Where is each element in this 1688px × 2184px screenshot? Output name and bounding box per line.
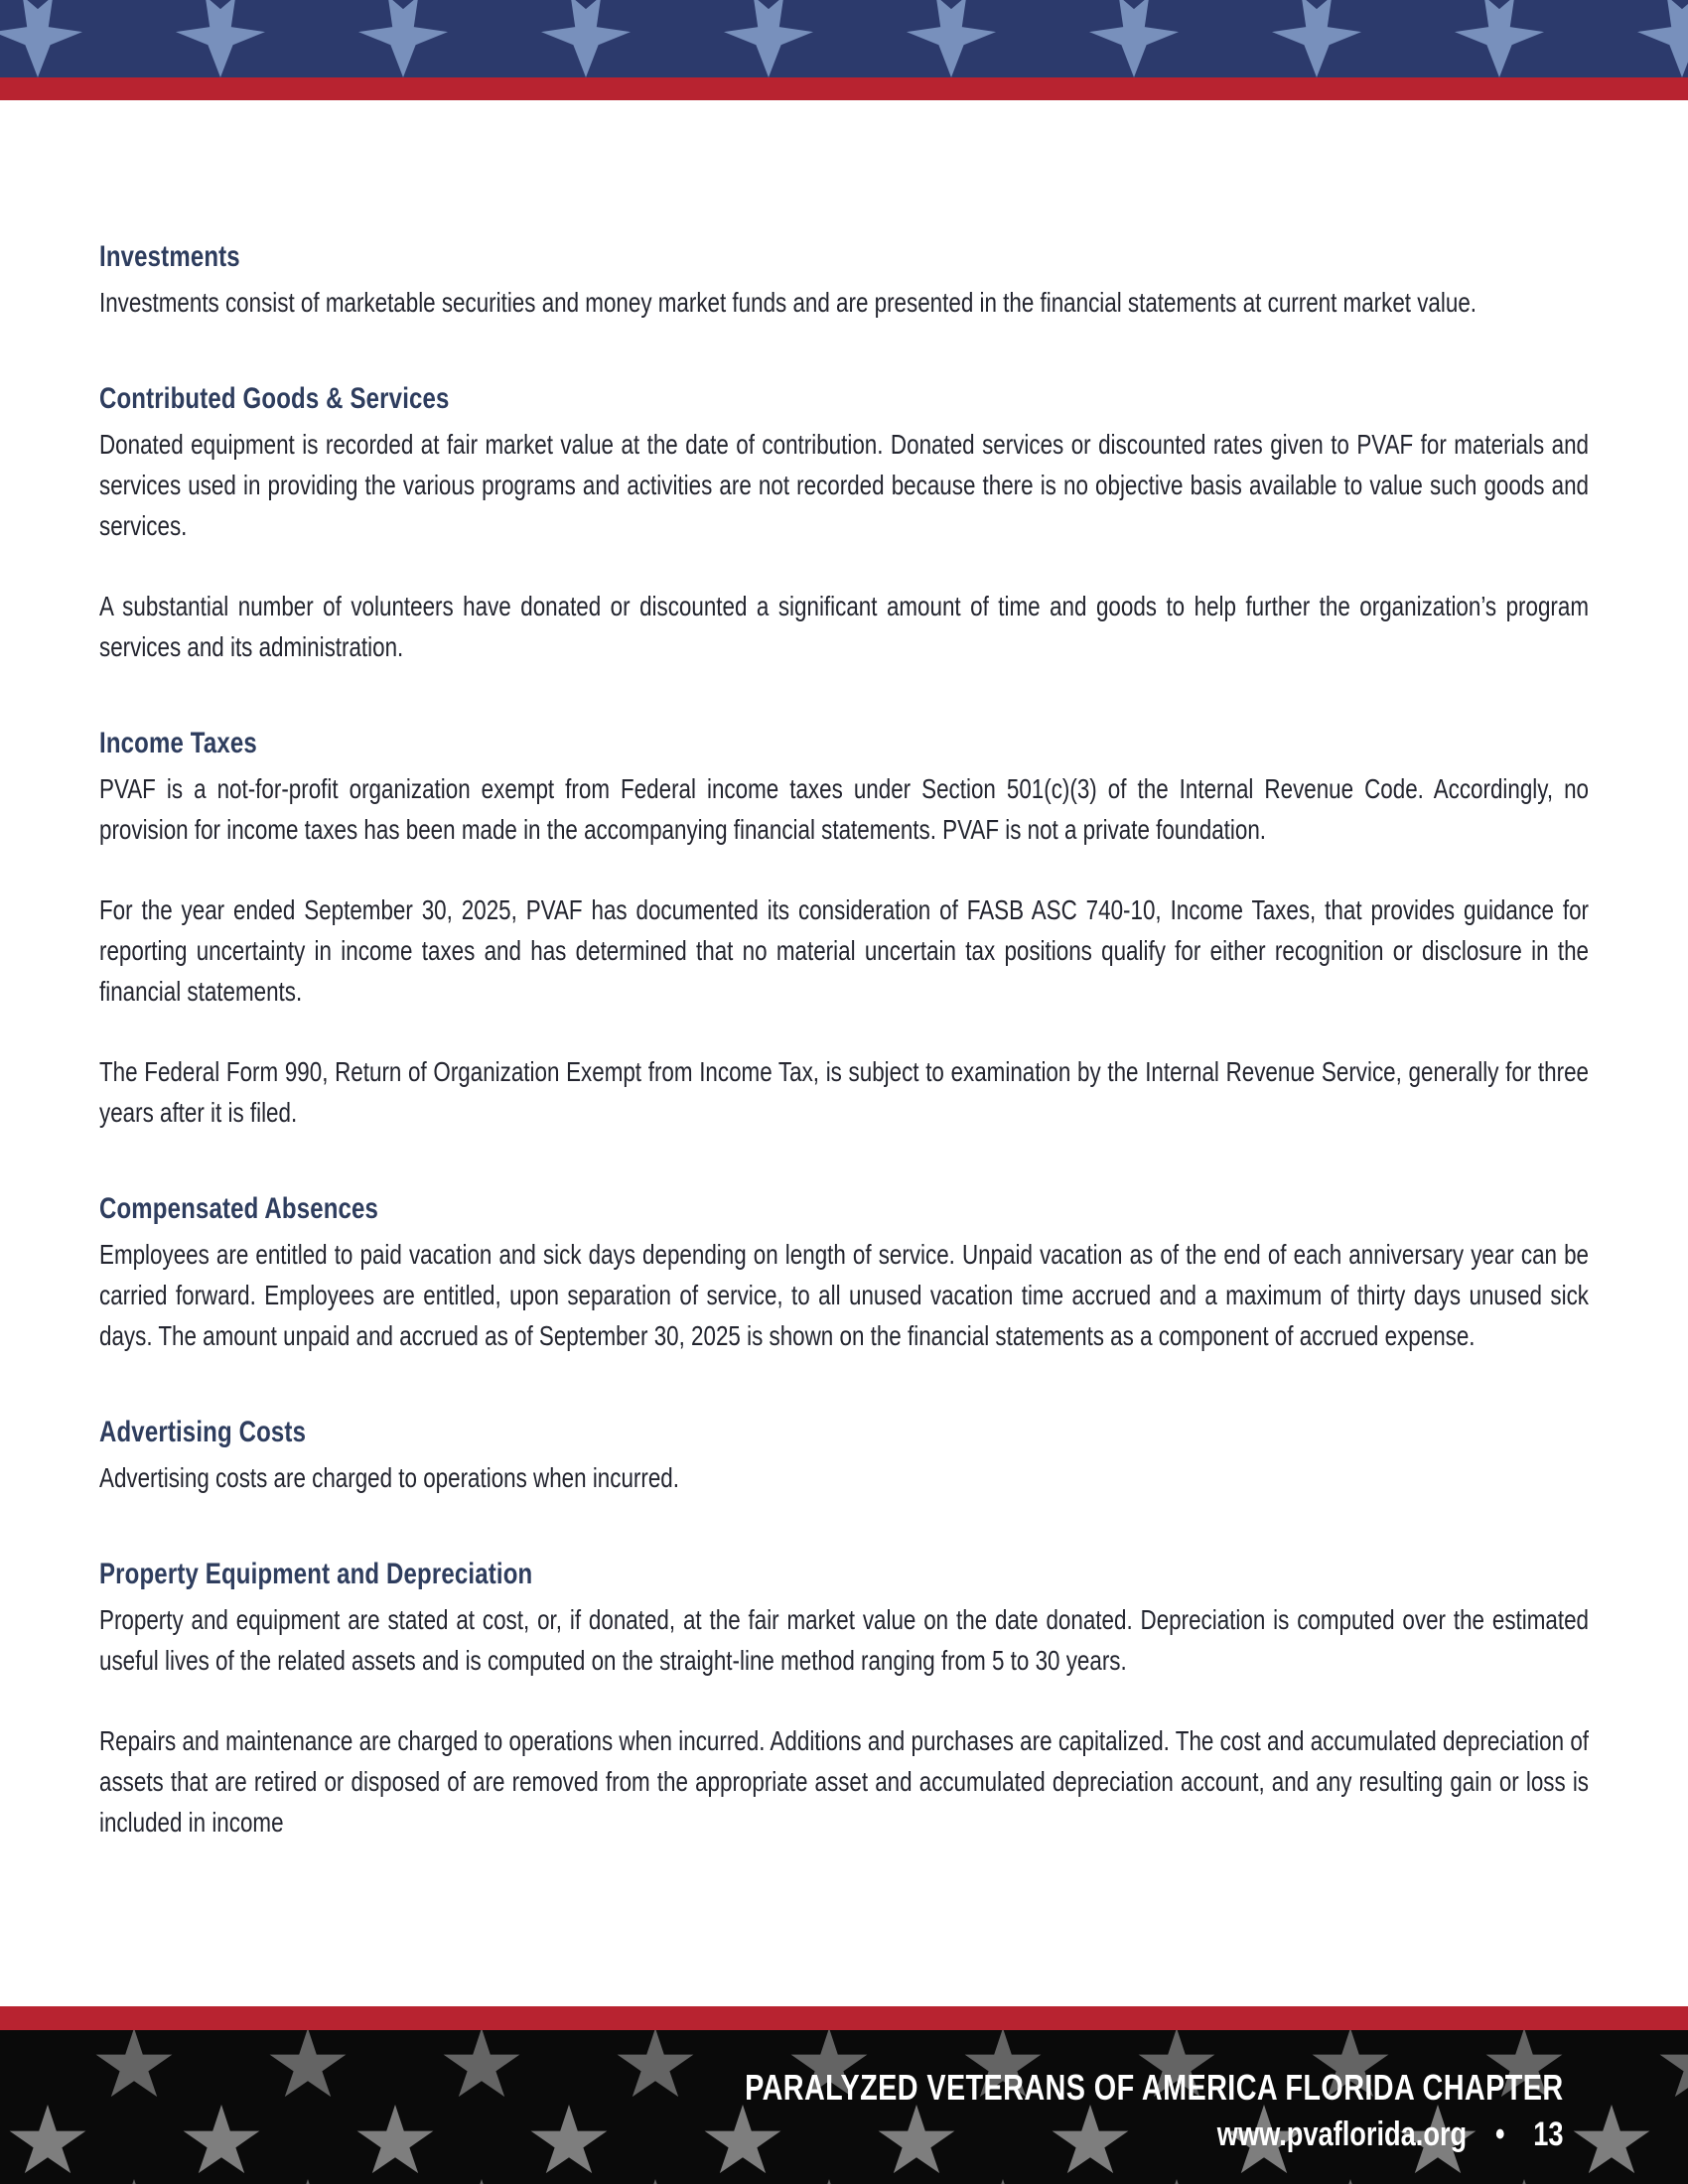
star-icon: [442, 2030, 521, 2104]
paragraph: For the year ended September 30, 2025, PVAF has documented its consideration of FASB ASC 740-10, Income Taxes, that provides guidance for reporting uncertainty in income taxes and has determined that no material uncertain tax positions qualify for either recognition or disclosure in the financial statements.: [99, 894, 1589, 1007]
bullet-separator: •: [1495, 2116, 1505, 2153]
paragraph: The Federal Form 990, Return of Organization Exempt from Income Tax, is subject to examination by the Internal Revenue Service, generally for three years after it is filed.: [99, 1056, 1589, 1128]
star-icon: [268, 2030, 348, 2104]
star-icon: [1637, 0, 1688, 77]
document-section: [99, 1412, 1589, 1498]
star-icon: [1484, 2179, 1564, 2184]
footer-red-stripe: [0, 2006, 1688, 2030]
footer-meta: [746, 2112, 1564, 2157]
star-icon: [1272, 0, 1361, 77]
paragraph: A substantial number of volunteers have donated or discounted a significant amount of time and goods to help further the organization’s program services and its administration.: [99, 591, 1589, 662]
document-section: [99, 1554, 1589, 1843]
star-icon: [0, 0, 82, 77]
top-red-stripe: [0, 77, 1688, 100]
star-icon: [182, 2105, 261, 2180]
paragraph: Employees are entitled to paid vacation and sick days depending on length of service. Unpaid vacation as of the end of each anniversary year can be carried forward. Employees are entitled, upon separation of service, to all unused vacation time accrued and a maximum of thirty days unused sick days. The amount unpaid and accrued as of September 30, 2025 is shown on the financial statements as a component of accrued expense.: [99, 1239, 1589, 1351]
star-icon: [268, 2179, 348, 2184]
star-icon: [358, 0, 448, 77]
star-icon: [789, 2179, 869, 2184]
star-icon: [963, 2179, 1043, 2184]
footer-website: www.pvaflorida.org: [1217, 2116, 1468, 2153]
star-icon: [616, 2030, 695, 2104]
star-icon: [1658, 2030, 1688, 2104]
document-section: [99, 378, 1589, 667]
star-icon: [907, 0, 996, 77]
paragraph: PVAF is a not-for-profit organization exempt from Federal income taxes under Section 501(c)(3) of the Internal Revenue Code. Accordingly, no provision for income taxes has been made in the accompanying financial statements. PVAF is not a private foundation.: [99, 773, 1589, 845]
star-icon: [1311, 2179, 1390, 2184]
document-section: [99, 236, 1589, 323]
section-heading: Compensated Absences: [99, 1192, 379, 1225]
top-banner: [0, 0, 1688, 77]
document-section: [99, 723, 1589, 1133]
star-icon: [616, 2179, 695, 2184]
star-icon: [724, 0, 813, 77]
page-number: 13: [1533, 2116, 1564, 2153]
star-icon: [355, 2105, 435, 2180]
document-section: [99, 1188, 1589, 1356]
section-heading: Advertising Costs: [99, 1416, 307, 1448]
section-heading: Property Equipment and Depreciation: [99, 1558, 533, 1590]
section-heading: Income Taxes: [99, 727, 257, 759]
star-icon: [1455, 0, 1544, 77]
star-icon: [1658, 2179, 1688, 2184]
paragraph: Property and equipment are stated at cost, or, if donated, at the fair market value on the date donated. Depreciation is computed over the estimated useful lives of the related assets and is computed on the straight-line method ranging from 5 to 30 years.: [99, 1604, 1589, 1676]
star-icon: [529, 2105, 609, 2180]
star-icon: [8, 2105, 87, 2180]
paragraph: Advertising costs are charged to operations when incurred.: [99, 1462, 679, 1493]
section-heading: Investments: [99, 240, 240, 273]
footer-text: [746, 2064, 1564, 2157]
paragraph: Investments consist of marketable securities and money market funds and are presented in the financial statements at current market value.: [99, 287, 1477, 318]
star-icon: [442, 2179, 521, 2184]
footer-org-name: PARALYZED VETERANS OF AMERICA FLORIDA CHAPTER: [745, 2067, 1564, 2108]
star-icon: [176, 0, 265, 77]
section-heading: Contributed Goods & Services: [99, 382, 450, 415]
paragraph: Repairs and maintenance are charged to operations when incurred. Additions and purchases are capitalized. The cost and accumulated depreciation of assets that are retired or disposed of are removed from the appropriate asset and accumulated depreciation account, and any resulting gain or loss is included in income: [99, 1725, 1589, 1838]
paragraph: Donated equipment is recorded at fair market value at the date of contribution. Donated services or discounted rates given to PVAF for materials and services used in providing the various programs and activities are not recorded because there is no objective basis available to value such goods and services.: [99, 429, 1589, 541]
star-icon: [541, 0, 631, 77]
content: [99, 236, 1589, 1843]
star-icon: [1089, 0, 1179, 77]
footer-banner: [0, 2030, 1688, 2184]
star-icon: [1137, 2179, 1216, 2184]
star-icon: [1572, 2105, 1651, 2180]
star-icon: [94, 2030, 174, 2104]
star-icon: [94, 2179, 174, 2184]
